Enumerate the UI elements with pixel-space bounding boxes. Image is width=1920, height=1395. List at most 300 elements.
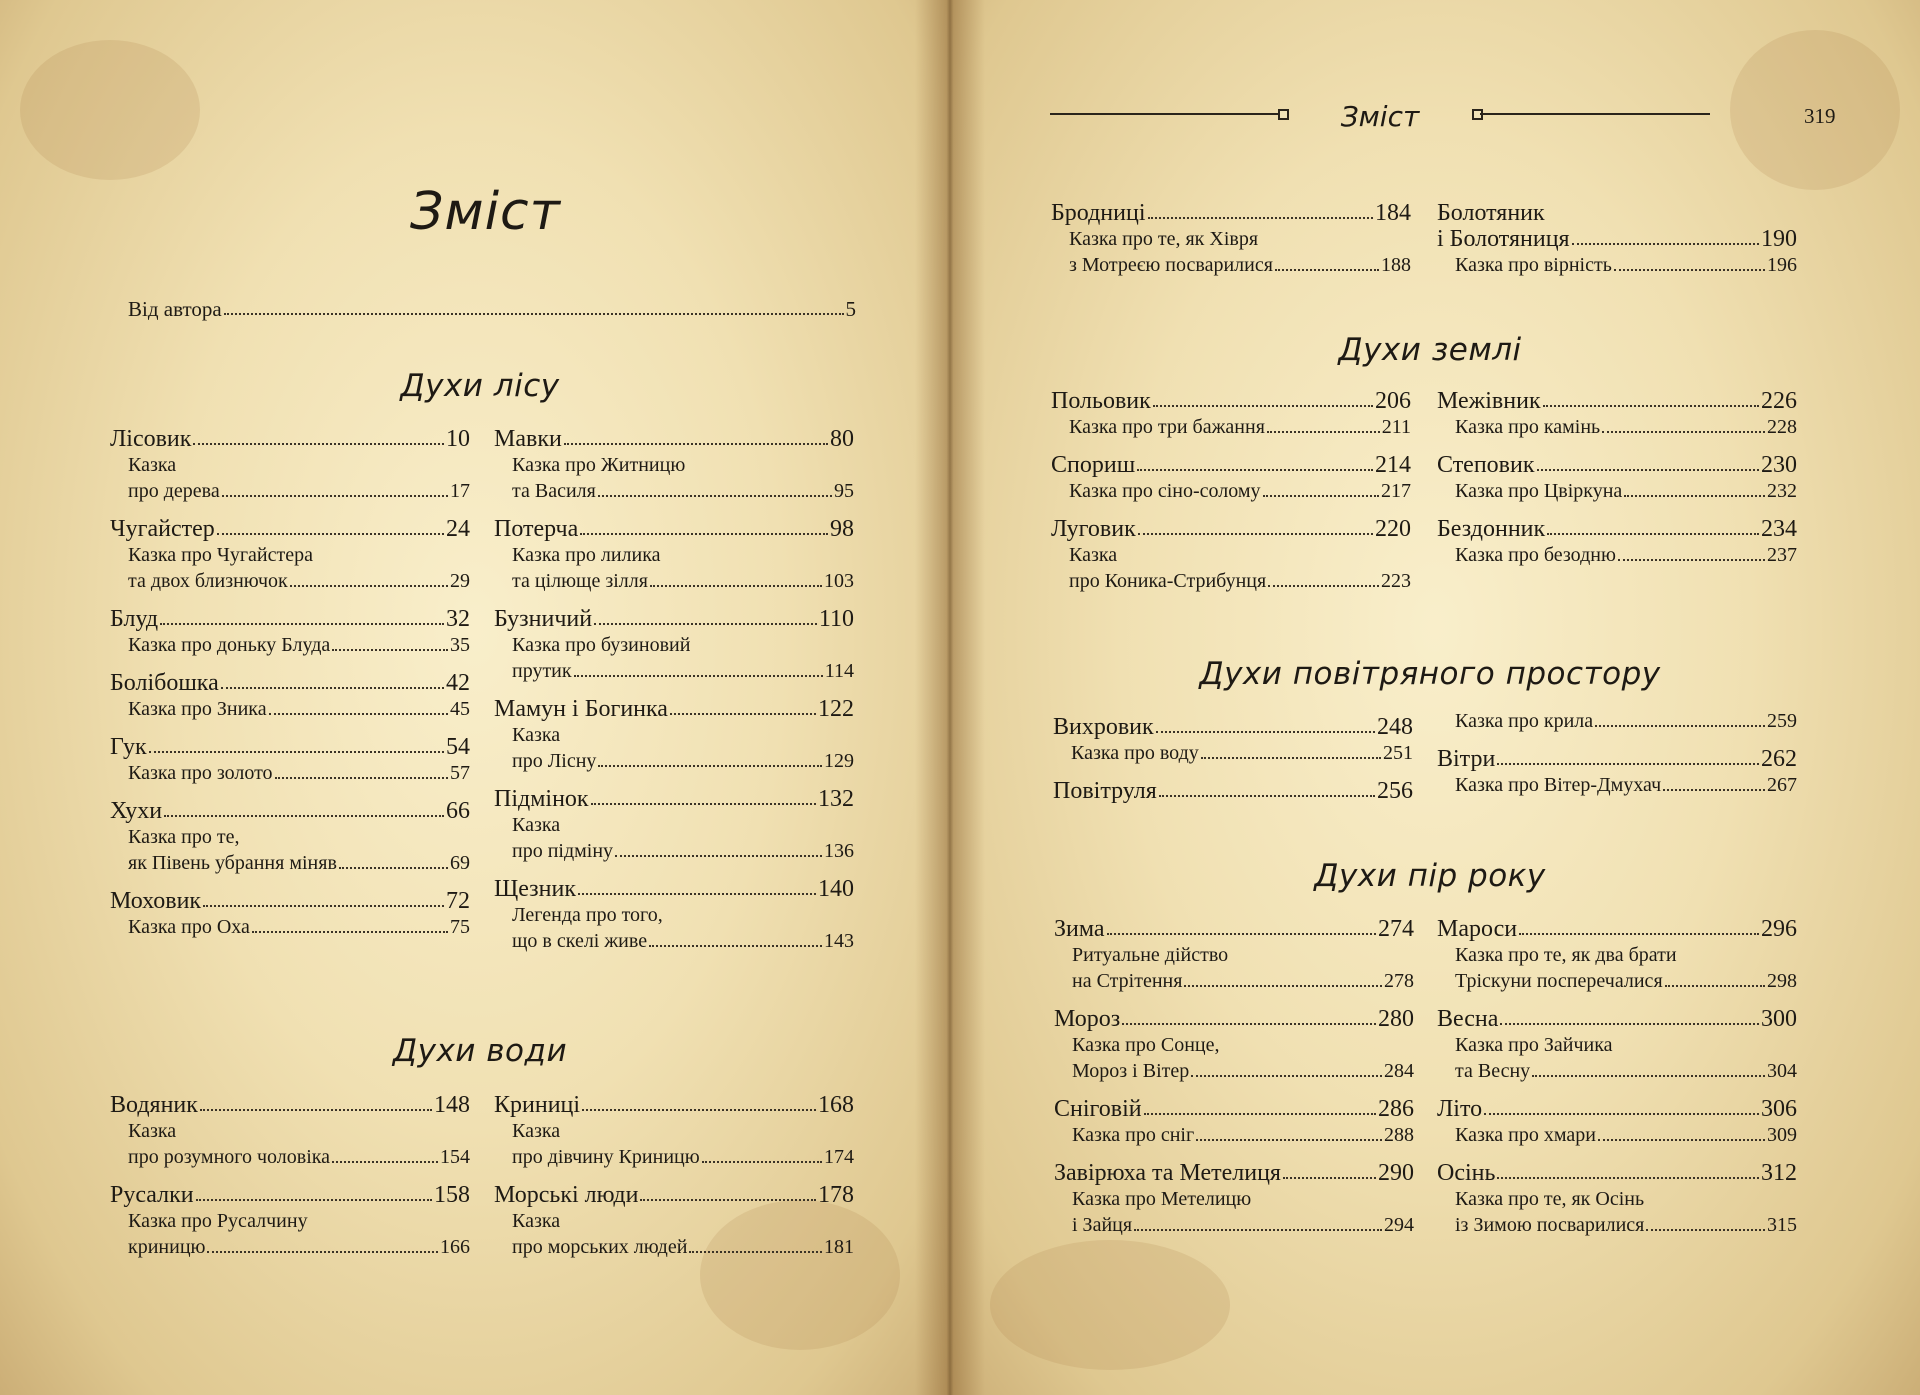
subentry-text: Казка про те, як Осінь <box>1455 1188 1645 1210</box>
dot-leader <box>580 533 828 535</box>
entry-page: 190 <box>1761 226 1797 252</box>
dot-leader <box>1137 469 1373 471</box>
dot-leader <box>200 1109 432 1111</box>
toc-entry-line[interactable] <box>1051 252 1411 278</box>
entry-title: Вихровик <box>1053 714 1154 740</box>
toc-entry-line[interactable] <box>1054 1096 1414 1122</box>
toc-entry-line[interactable] <box>110 1092 470 1118</box>
toc-entry-line[interactable] <box>1054 968 1414 994</box>
entry-title: Казка про сніг <box>1072 1124 1195 1146</box>
toc-entry <box>1054 1006 1414 1084</box>
entry-page: 72 <box>446 888 470 914</box>
dot-leader <box>193 443 444 445</box>
toc-entry <box>1053 714 1413 766</box>
subentry-text: Казка про Зайчика <box>1455 1034 1613 1056</box>
toc-entry-line[interactable] <box>110 696 470 722</box>
toc-intro <box>128 296 856 322</box>
entry-title: Польовик <box>1051 388 1151 414</box>
entry-page: 166 <box>440 1236 470 1258</box>
entry-title: Казка про крила <box>1455 710 1594 732</box>
toc-entry-line[interactable] <box>494 516 854 542</box>
entry-page: 304 <box>1767 1060 1797 1082</box>
entry-page: 80 <box>830 426 854 452</box>
dot-leader <box>1184 985 1382 987</box>
toc-entry <box>494 426 854 504</box>
section-heading: Духи лісу <box>400 368 560 404</box>
entry-title: про Лісну <box>512 750 597 772</box>
entry-page: 223 <box>1381 570 1411 592</box>
toc-entry-line[interactable] <box>1054 1122 1414 1148</box>
entry-title: криницю <box>128 1236 206 1258</box>
entry-title: про дівчину Криницю <box>512 1146 700 1168</box>
dot-leader <box>1532 1075 1765 1077</box>
toc-entry-line[interactable] <box>494 876 854 902</box>
entry-title: Блуд <box>110 606 159 632</box>
toc-entry-line[interactable] <box>494 658 854 684</box>
entry-page: 29 <box>450 570 470 592</box>
page-number: 319 <box>1804 104 1836 128</box>
toc-entry-line[interactable] <box>494 1144 854 1170</box>
entry-page: 178 <box>818 1182 854 1208</box>
entry-page: 188 <box>1381 254 1411 276</box>
entry-title: Водяник <box>110 1092 198 1118</box>
entry-title: Казка про воду <box>1071 742 1199 764</box>
dot-leader <box>1624 495 1765 497</box>
entry-page: 300 <box>1761 1006 1797 1032</box>
entry-title: Мавки <box>494 426 562 452</box>
entry-title: Чугайстер <box>110 516 215 542</box>
dot-leader <box>578 893 816 895</box>
dot-leader <box>1275 269 1379 271</box>
entry-title: Морські люди <box>494 1182 639 1208</box>
dot-leader <box>1547 533 1759 535</box>
toc-entry-line[interactable] <box>494 1182 854 1208</box>
dot-leader <box>160 623 444 625</box>
toc-entry-line[interactable] <box>110 760 470 786</box>
toc-entry-line[interactable] <box>1054 1160 1414 1186</box>
toc-entry-line[interactable] <box>1437 1122 1797 1148</box>
entry-page: 110 <box>818 606 854 632</box>
dot-leader <box>591 803 816 805</box>
toc-entry-line[interactable] <box>1437 252 1797 278</box>
entry-title: Казка про Цвіркуна <box>1455 480 1623 502</box>
entry-title: Від автора <box>128 297 222 321</box>
entry-page: 237 <box>1767 544 1797 566</box>
subentry-text: Казка про Метелицю <box>1072 1188 1252 1210</box>
toc-entry-line[interactable] <box>1053 740 1413 766</box>
toc-entry-line[interactable] <box>1437 916 1797 942</box>
toc-entry-line[interactable] <box>1053 778 1413 804</box>
entry-page: 288 <box>1384 1124 1414 1146</box>
entry-page: 226 <box>1761 388 1797 414</box>
toc-entry-line[interactable] <box>494 426 854 452</box>
section-heading: Духи води <box>392 1033 568 1069</box>
toc-entry-line[interactable] <box>110 850 470 876</box>
entry-title: Тріскуни посперечалися <box>1455 970 1663 992</box>
toc-entry-line[interactable] <box>1437 542 1797 568</box>
entry-page: 306 <box>1761 1096 1797 1122</box>
entry-page: 315 <box>1767 1214 1797 1236</box>
dot-leader <box>217 533 444 535</box>
entry-page: 309 <box>1767 1124 1797 1146</box>
dot-leader <box>1646 1229 1765 1231</box>
toc-entry-line[interactable] <box>110 734 470 760</box>
entry-page: 296 <box>1761 916 1797 942</box>
toc-entry <box>494 1092 854 1170</box>
toc-column <box>110 426 470 952</box>
toc-entry-line[interactable] <box>494 478 854 504</box>
dot-leader <box>1283 1177 1376 1179</box>
entry-page: 256 <box>1377 778 1413 804</box>
dot-leader <box>1201 757 1381 759</box>
dot-leader <box>221 687 444 689</box>
toc-entry-line[interactable] <box>1054 1006 1414 1032</box>
toc-entry-line[interactable] <box>494 1234 854 1260</box>
dot-leader <box>1572 243 1759 245</box>
toc-column <box>1054 916 1414 1250</box>
toc-entry <box>110 1092 470 1170</box>
dot-leader <box>615 855 822 857</box>
entry-page: 158 <box>434 1182 470 1208</box>
dot-leader <box>1665 985 1765 987</box>
toc-entry <box>1051 516 1411 594</box>
entry-page: 298 <box>1767 970 1797 992</box>
subentry-text: Казка <box>1069 544 1118 566</box>
entry-title: і Зайця <box>1072 1214 1133 1236</box>
toc-entry-line[interactable] <box>128 296 856 322</box>
toc-entry-line[interactable] <box>494 928 854 954</box>
entry-page: 24 <box>446 516 470 542</box>
toc-entry <box>110 734 470 786</box>
toc-column <box>1051 388 1411 606</box>
toc-column <box>1437 200 1797 290</box>
toc-entry-line[interactable] <box>1054 1058 1414 1084</box>
dot-leader <box>196 1199 432 1201</box>
entry-title: Болотяник <box>1437 200 1545 226</box>
dot-leader <box>1263 495 1379 497</box>
entry-title: Казка про вірність <box>1455 254 1612 276</box>
entry-page: 103 <box>824 570 854 592</box>
entry-page: 35 <box>450 634 470 656</box>
subentry-text: Казка про те, як Хівря <box>1069 228 1259 250</box>
toc-entry-line[interactable] <box>1437 1058 1797 1084</box>
dot-leader <box>1138 533 1373 535</box>
toc-entry <box>1051 388 1411 440</box>
toc-entry <box>1051 452 1411 504</box>
dot-leader <box>1602 431 1765 433</box>
toc-entry-line[interactable] <box>1437 1006 1797 1032</box>
entry-title: Казка про золото <box>128 762 273 784</box>
entry-title: Потерча <box>494 516 579 542</box>
toc-entry-line[interactable] <box>1051 388 1411 414</box>
dot-leader <box>702 1161 822 1163</box>
entry-title: і Болотяниця <box>1437 226 1570 252</box>
entry-page: 181 <box>824 1236 854 1258</box>
entry-page: 95 <box>834 480 854 502</box>
entry-title: із Зимою посварилися <box>1455 1214 1645 1236</box>
toc-entry-line[interactable] <box>494 786 854 812</box>
subentry-text: Казка про те, <box>128 826 240 848</box>
dot-leader <box>649 945 822 947</box>
toc-entry-line[interactable] <box>1054 916 1414 942</box>
toc-entry-line[interactable] <box>1437 772 1797 798</box>
entry-title: та Весну <box>1455 1060 1531 1082</box>
entry-page: 220 <box>1375 516 1411 542</box>
toc-entry-line[interactable] <box>1051 478 1411 504</box>
toc-entry-line[interactable] <box>1437 746 1797 772</box>
dot-leader <box>207 1251 438 1253</box>
entry-page: 251 <box>1383 742 1413 764</box>
entry-title: Казка про три бажання <box>1069 416 1265 438</box>
entry-page: 57 <box>450 762 470 784</box>
entry-page: 17 <box>450 480 470 502</box>
toc-column <box>1437 708 1797 810</box>
toc-entry-line[interactable] <box>494 1092 854 1118</box>
toc-entry-line[interactable] <box>1054 1212 1414 1238</box>
entry-page: 284 <box>1384 1060 1414 1082</box>
toc-entry-line[interactable] <box>110 670 470 696</box>
toc-entry-line[interactable] <box>1051 568 1411 594</box>
entry-title: Осінь <box>1437 1160 1496 1186</box>
entry-page: 143 <box>824 930 854 952</box>
subentry-text: Казка <box>128 454 177 476</box>
dot-leader <box>339 867 448 869</box>
dot-leader <box>224 313 844 315</box>
toc-entry <box>1437 388 1797 440</box>
toc-entry-line[interactable] <box>1051 200 1411 226</box>
dot-leader <box>203 905 444 907</box>
entry-page: 136 <box>824 840 854 862</box>
entry-title: Казка про Вітер-Дмухач <box>1455 774 1662 796</box>
entry-page: 230 <box>1761 452 1797 478</box>
entry-title: про морських людей <box>512 1236 688 1258</box>
dot-leader <box>290 585 448 587</box>
toc-entry-line[interactable] <box>494 838 854 864</box>
entry-title: Лісовик <box>110 426 192 452</box>
toc-entry-line[interactable] <box>110 426 470 452</box>
entry-page: 248 <box>1377 714 1413 740</box>
entry-page: 69 <box>450 852 470 874</box>
toc-entry-line[interactable] <box>1051 516 1411 542</box>
entry-title: Спориш <box>1051 452 1136 478</box>
toc-entry-line[interactable] <box>494 748 854 774</box>
toc-entry <box>1054 916 1414 994</box>
toc-entry-line[interactable] <box>1437 516 1797 542</box>
toc-entry <box>494 696 854 774</box>
dot-leader <box>332 649 448 651</box>
toc-column <box>1437 916 1797 1250</box>
entry-page: 114 <box>824 660 854 682</box>
toc-entry <box>1437 916 1797 994</box>
toc-entry-line[interactable] <box>1437 1160 1797 1186</box>
toc-entry-line[interactable] <box>1437 968 1797 994</box>
toc-entry-line[interactable] <box>1437 388 1797 414</box>
dot-leader <box>594 623 817 625</box>
toc-entry-line[interactable] <box>1053 714 1413 740</box>
entry-title: Болібошка <box>110 670 219 696</box>
entry-page: 168 <box>818 1092 854 1118</box>
entry-page: 312 <box>1761 1160 1797 1186</box>
toc-entry-line[interactable] <box>110 606 470 632</box>
entry-page: 228 <box>1767 416 1797 438</box>
dot-leader <box>164 815 444 817</box>
entry-page: 267 <box>1767 774 1797 796</box>
entry-page: 32 <box>446 606 470 632</box>
toc-entry-line[interactable] <box>110 798 470 824</box>
toc-entry-line[interactable] <box>110 914 470 940</box>
entry-title: Зима <box>1054 916 1105 942</box>
dot-leader <box>1497 763 1759 765</box>
dot-leader <box>1107 933 1376 935</box>
toc-entry-line[interactable] <box>1437 226 1797 252</box>
subentry-text: Казка про Житницю <box>512 454 686 476</box>
entry-title: Казка про камінь <box>1455 416 1601 438</box>
entry-title: Казка про доньку Блуда <box>128 634 331 656</box>
entry-page: 217 <box>1381 480 1411 502</box>
entry-title: Казка про Зника <box>128 698 267 720</box>
dot-leader <box>275 777 448 779</box>
toc-entry-line[interactable] <box>110 568 470 594</box>
toc-entry-line[interactable] <box>1437 478 1797 504</box>
entry-title: Хухи <box>110 798 163 824</box>
dot-leader <box>1156 731 1375 733</box>
toc-entry <box>494 876 854 954</box>
toc-entry-line[interactable] <box>110 1182 470 1208</box>
dot-leader <box>640 1199 816 1201</box>
entry-page: 294 <box>1384 1214 1414 1236</box>
dot-leader <box>1497 1177 1759 1179</box>
entry-title: Весна <box>1437 1006 1499 1032</box>
subentry-text: Казка про лилика <box>512 544 661 566</box>
entry-title: Сніговій <box>1054 1096 1142 1122</box>
dot-leader <box>1196 1139 1382 1141</box>
entry-page: 262 <box>1761 746 1797 772</box>
entry-page: 278 <box>1384 970 1414 992</box>
toc-column <box>494 426 854 966</box>
toc-entry-line[interactable] <box>110 516 470 542</box>
entry-page: 274 <box>1378 916 1414 942</box>
entry-title: Казка про безодню <box>1455 544 1616 566</box>
dot-leader <box>222 495 448 497</box>
entry-title: Гук <box>110 734 147 760</box>
dot-leader <box>1537 469 1759 471</box>
entry-page: 184 <box>1375 200 1411 226</box>
toc-entry-line[interactable] <box>1051 452 1411 478</box>
toc-entry <box>1053 778 1413 804</box>
ornament-line <box>1480 113 1710 115</box>
entry-title: Завірюха та Метелиця <box>1054 1160 1281 1186</box>
entry-page: 45 <box>450 698 470 720</box>
dot-leader <box>582 1109 816 1111</box>
dot-leader <box>1144 1113 1376 1115</box>
toc-entry <box>1437 1006 1797 1084</box>
toc-entry-line[interactable] <box>1437 1212 1797 1238</box>
entry-page: 129 <box>824 750 854 772</box>
toc-entry-line[interactable] <box>494 696 854 722</box>
entry-title: Бродниці <box>1051 200 1146 226</box>
toc-column <box>1051 200 1411 290</box>
entry-title: та Василя <box>512 480 596 502</box>
entry-page: 66 <box>446 798 470 824</box>
toc-entry <box>110 670 470 722</box>
dot-leader <box>689 1251 822 1253</box>
toc-entry-line[interactable] <box>1437 1096 1797 1122</box>
entry-title: що в скелі живе <box>512 930 648 952</box>
toc-entry-line[interactable] <box>110 478 470 504</box>
entry-title: Казка про хмари <box>1455 1124 1596 1146</box>
toc-entry-line[interactable] <box>110 632 470 658</box>
entry-title: Вітри <box>1437 746 1496 772</box>
toc-entry-line[interactable] <box>110 888 470 914</box>
dot-leader <box>1618 559 1765 561</box>
toc-entry <box>1051 200 1411 278</box>
dot-leader <box>1663 789 1765 791</box>
dot-leader <box>1159 795 1375 797</box>
entry-page: 280 <box>1378 1006 1414 1032</box>
toc-entry <box>494 786 854 864</box>
entry-page: 98 <box>830 516 854 542</box>
dot-leader <box>269 713 448 715</box>
dot-leader <box>1595 725 1765 727</box>
toc-entry-line[interactable] <box>110 1144 470 1170</box>
entry-title: Мамун і Богинка <box>494 696 668 722</box>
dot-leader <box>1122 1023 1376 1025</box>
dot-leader <box>650 585 822 587</box>
entry-title: як Півень убрання міняв <box>128 852 337 874</box>
entry-title: Бузничий <box>494 606 593 632</box>
entry-title: Криниці <box>494 1092 581 1118</box>
dot-leader <box>598 495 832 497</box>
toc-column <box>1053 714 1413 816</box>
subentry-text: Казка про Русалчину <box>128 1210 308 1232</box>
entry-title: Степовик <box>1437 452 1535 478</box>
entry-title: про підміну <box>512 840 614 862</box>
toc-entry <box>494 1182 854 1260</box>
entry-page: 206 <box>1375 388 1411 414</box>
toc-entry-line[interactable] <box>494 568 854 594</box>
entry-title: прутик <box>512 660 572 682</box>
toc-entry-line[interactable] <box>1437 708 1797 734</box>
toc-entry <box>1437 452 1797 504</box>
toc-entry <box>494 606 854 684</box>
dot-leader <box>1543 405 1759 407</box>
toc-entry <box>110 426 470 504</box>
dot-leader <box>1268 585 1379 587</box>
entry-page: 286 <box>1378 1096 1414 1122</box>
toc-entry-line[interactable] <box>1437 452 1797 478</box>
entry-title: Казка про Оха <box>128 916 250 938</box>
dot-leader <box>149 751 444 753</box>
entry-page: 42 <box>446 670 470 696</box>
toc-entry-line[interactable] <box>494 606 854 632</box>
dot-leader <box>1134 1229 1382 1231</box>
entry-title: про розумного чоловіка <box>128 1146 331 1168</box>
toc-entry-line[interactable] <box>1051 414 1411 440</box>
dot-leader <box>332 1161 438 1163</box>
toc-entry <box>110 1182 470 1260</box>
toc-entry-line[interactable] <box>110 1234 470 1260</box>
toc-entry <box>1437 1096 1797 1148</box>
entry-title: Луговик <box>1051 516 1136 542</box>
toc-entry-line[interactable] <box>1437 414 1797 440</box>
toc-entry <box>110 606 470 658</box>
entry-title: Межівник <box>1437 388 1541 414</box>
paper-stain <box>20 40 200 180</box>
dot-leader <box>574 675 823 677</box>
dot-leader <box>564 443 828 445</box>
subentry-text: Казка <box>512 1210 561 1232</box>
entry-page: 259 <box>1767 710 1797 732</box>
